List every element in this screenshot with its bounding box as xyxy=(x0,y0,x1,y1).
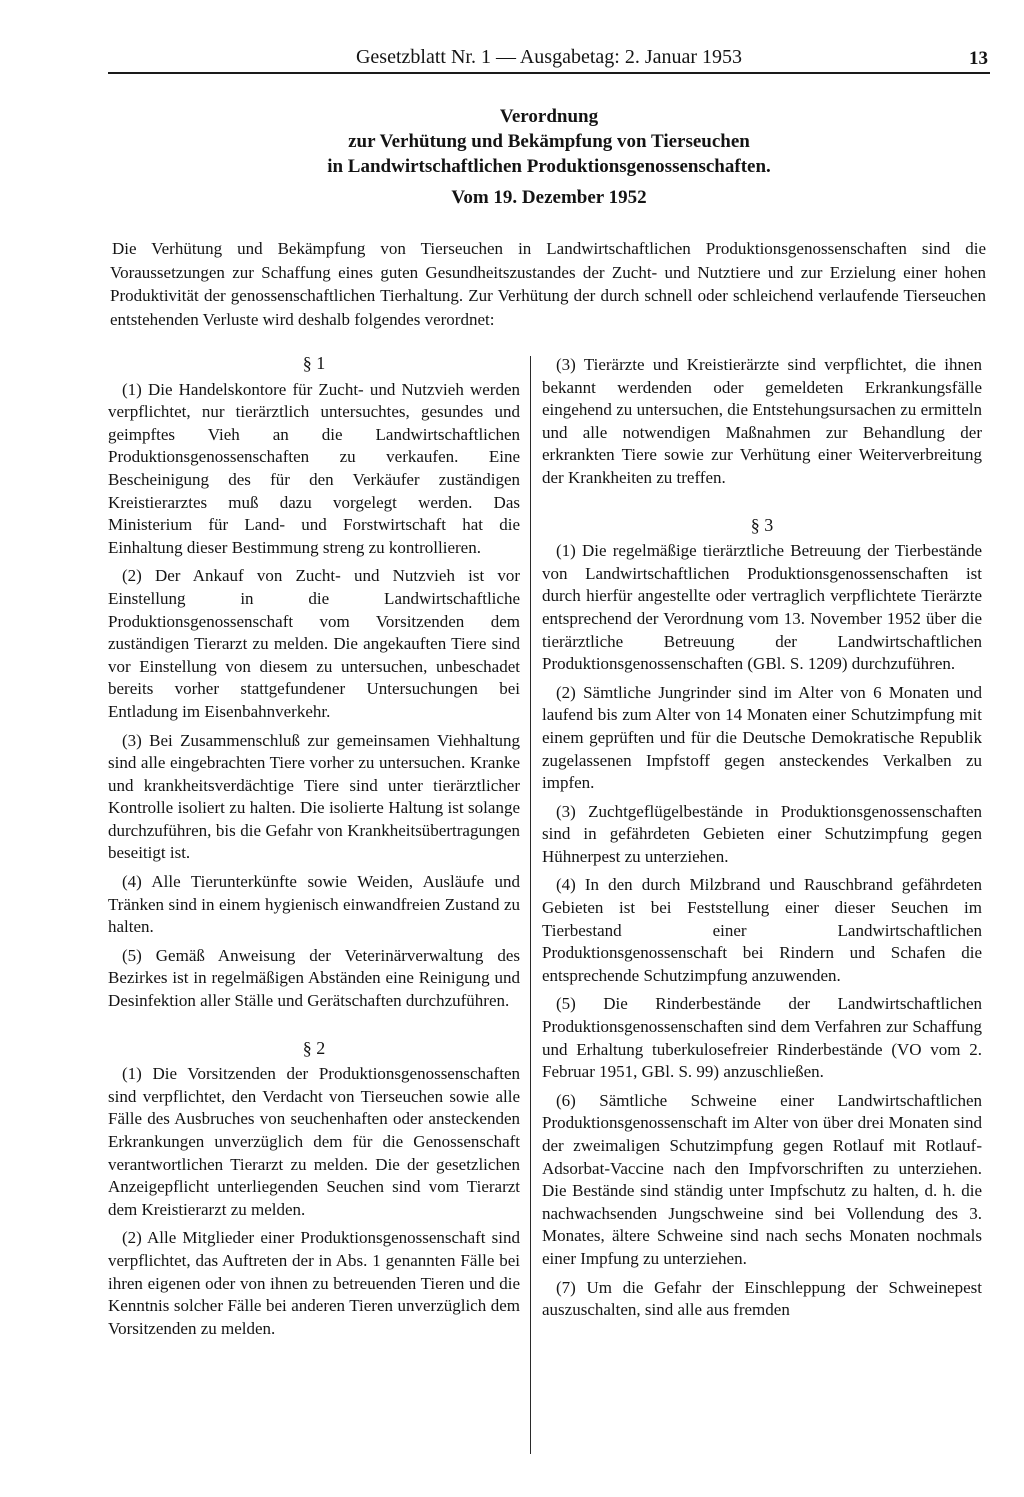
preamble-paragraph: Die Verhütung und Bekämpfung von Tierseuchen in Landwirtschaftlichen Produktionsgenossenschaften sind die Voraussetzungen zur Schaffung eines guten Gesundheitszustandes der Zucht- und Nutztiere und zur Erzielung einer hohen Produktivität der genossenschaftlichen Tierhaltung. Zur Verhütung der durch schnell oder schleichend verlaufende Tierseuchen entstehenden Verluste wird deshalb folgendes verordnet: xyxy=(110,239,986,329)
section-1-paragraph-3: (3) Bei Zusammenschluß zur gemeinsamen Viehhaltung sind alle eingebrachten Tiere vorher zu untersuchen. Kranke und krankheitsverdächtige Tiere sind unter tierärztlicher Kontrolle isoliert zu halten. Die isolierte Haltung ist solange durchzuführen, bis die Gefahr von Krankheitsübertragungen beseitigt ist. xyxy=(108,730,520,863)
left-column xyxy=(108,352,520,1346)
right-column xyxy=(542,354,982,1328)
section-3-paragraph-7: (7) Um die Gefahr der Einschleppung der Schweinepest auszuschalten, sind alle aus fremden xyxy=(542,1277,982,1320)
section-3-paragraph-6: (6) Sämtliche Schweine einer Landwirtschaftlichen Produktionsgenossenschaft im Alter von über drei Monaten sind der zweimaligen Schutzimpfung gegen Rotlauf mit Rotlauf-Adsorbat-Vaccine nach den Impfvorschriften zu unterziehen. Die Bestände sind ständig unter Impfschutz zu halten, d. h. die nachwachsenden Jungschweine sind bei Vollendung des 3. Monates, ältere Schweine sind nach sechs Monaten nochmals einer Impfung zu unterziehen. xyxy=(542,1090,982,1268)
column-divider xyxy=(530,356,531,1454)
page-number: 13 xyxy=(969,48,988,69)
section-2-paragraph-1: (1) Die Vorsitzenden der Produktionsgenossenschaften sind verpflichtet, den Verdacht von Tierseuchen sowie alle Fälle des Ausbruches von seuchenhaften oder ansteckenden Erkrankungen unverzüglich dem für die Genossenschaft verantwortlichen Tierarzt zu melden. Die der gesetzlichen Anzeigepflicht unterliegenden Seuchen sind vom Tierarzt dem Kreistierarzt zu melden. xyxy=(108,1064,520,1219)
ordinance-title-line-3: in Landwirtschaftlichen Produktionsgenossenschaften. xyxy=(327,156,771,177)
section-3-paragraph-5: (5) Die Rinderbestände der Landwirtschaftlichen Produktionsgenossenschaften sind dem Verfahren zur Schaffung und Erhaltung tuberkulosefreier Rinderbestände (VO vom 2. Februar 1951, GBl. S. 99) anzuschließen. xyxy=(542,994,982,1082)
section-1-paragraph-5: (5) Gemäß Anweisung der Veterinärverwaltung des Bezirkes ist in regelmäßigen Abständen eine Reinigung und Desinfektion aller Ställe und Gerätschaften durchzuführen. xyxy=(108,945,520,1011)
ordinance-title-block xyxy=(108,104,990,210)
section-2-heading: § 2 xyxy=(302,1037,326,1058)
ordinance-title-line-2: zur Verhütung und Bekämpfung von Tierseuchen xyxy=(348,131,750,152)
section-1-heading: § 1 xyxy=(302,353,326,373)
section-spacer xyxy=(108,1019,520,1037)
gazette-issue-title: Gesetzblatt Nr. 1 — Ausgabetag: 2. Januar 1953 xyxy=(355,46,743,68)
section-2-paragraph-3: (3) Tierärzte und Kreistierärzte sind verpflichtet, die ihnen bekannt werdenden oder gemeldeten Erkrankungsfälle eingehend zu untersuchen, die Entstehungsursachen zu ermitteln und alle notwendigen Maßnahmen zur Behandlung der erkrankten Tiere sowie zur Verhütung einer Weiterverbreitung der Krankheiten zu treffen. xyxy=(542,355,982,487)
section-spacer xyxy=(542,496,982,514)
page-header xyxy=(108,44,990,74)
section-1-paragraph-4: (4) Alle Tierunterkünfte sowie Weiden, Ausläufe und Tränken sind in einem hygienisch einwandfreien Zustand zu halten. xyxy=(108,872,520,937)
section-1-paragraph-2: (2) Der Ankauf von Zucht- und Nutzvieh ist vor Einstellung in die Landwirtschaftliche Produktionsgenossenschaft vom Vorsitzenden dem zuständigen Tierarzt zu melden. Die angekauften Tiere sind vor Einstellung von diesem zu untersuchen, unbeschadet bereits vorher stattgefundener Untersuchungen bei Entladung im Eisenbahnverkehr. xyxy=(108,566,520,721)
section-2-paragraph-2: (2) Alle Mitglieder einer Produktionsgenossenschaft sind verpflichtet, das Auftreten der in Abs. 1 genannten Fälle bei ihren eigenen oder von ihnen zu betreuenden Tieren und die Kenntnis solcher Fälle bei anderen Tieren unverzüglich dem Vorsitzenden zu melden. xyxy=(108,1228,520,1338)
section-3-heading: § 3 xyxy=(750,514,774,535)
section-3-paragraph-1: (1) Die regelmäßige tierärztliche Betreuung der Tierbestände von Landwirtschaftlichen Produktionsgenossenschaften ist durch hierfür angestellte oder vertraglich verpflichtete Tierärzte entsprechend der Verordnung vom 13. November 1952 über die tierärztliche Betreuung der Landwirtschaftlichen Produktionsgenossenschaften (GBl. S. 1209) durchzuführen. xyxy=(542,541,982,674)
section-3-paragraph-3: (3) Zuchtgeflügelbestände in Produktionsgenossenschaften sind in gefährdeten Gebieten einer Schutzimpfung gegen Hühnerpest zu unterziehen. xyxy=(542,801,982,866)
ordinance-date: Vom 19. Dezember 1952 xyxy=(451,187,647,208)
section-1-paragraph-1: (1) Die Handelskontore für Zucht- und Nutzvieh werden verpflichtet, nur tierärztlich untersuchtes, gesundes und geimpftes Vieh an die Landwirtschaftlichen Produktionsgenossenschaften zu verkaufen. Eine Bescheinigung des für den Verkäufer zuständigen Kreistierarztes muß dazu vorgelegt werden. Das Ministerium für Land- und Forstwirtschaft hat die Einhaltung dieser Bestimmung streng zu kontrollieren. xyxy=(108,379,520,557)
ordinance-title-line-1: Verordnung xyxy=(499,106,599,127)
section-3-paragraph-4: (4) In den durch Milzbrand und Rauschbrand gefährdeten Gebieten ist bei Feststellung einer dieser Seuchen im Tierbestand einer Landwirtschaftlichen Produktionsgenossenschaft bei Rindern und Schafen die entsprechende Schutzimpfung anzuwenden. xyxy=(542,875,982,985)
section-3-paragraph-2: (2) Sämtliche Jungrinder sind im Alter von 6 Monaten und laufend bis zum Alter von 14 Monaten einer Schutzimpfung mit einem geprüften und für die Deutsche Demokratische Republik zugelassenen Impfstoff gegen ansteckendes Verkalben zu impfen. xyxy=(542,682,982,793)
